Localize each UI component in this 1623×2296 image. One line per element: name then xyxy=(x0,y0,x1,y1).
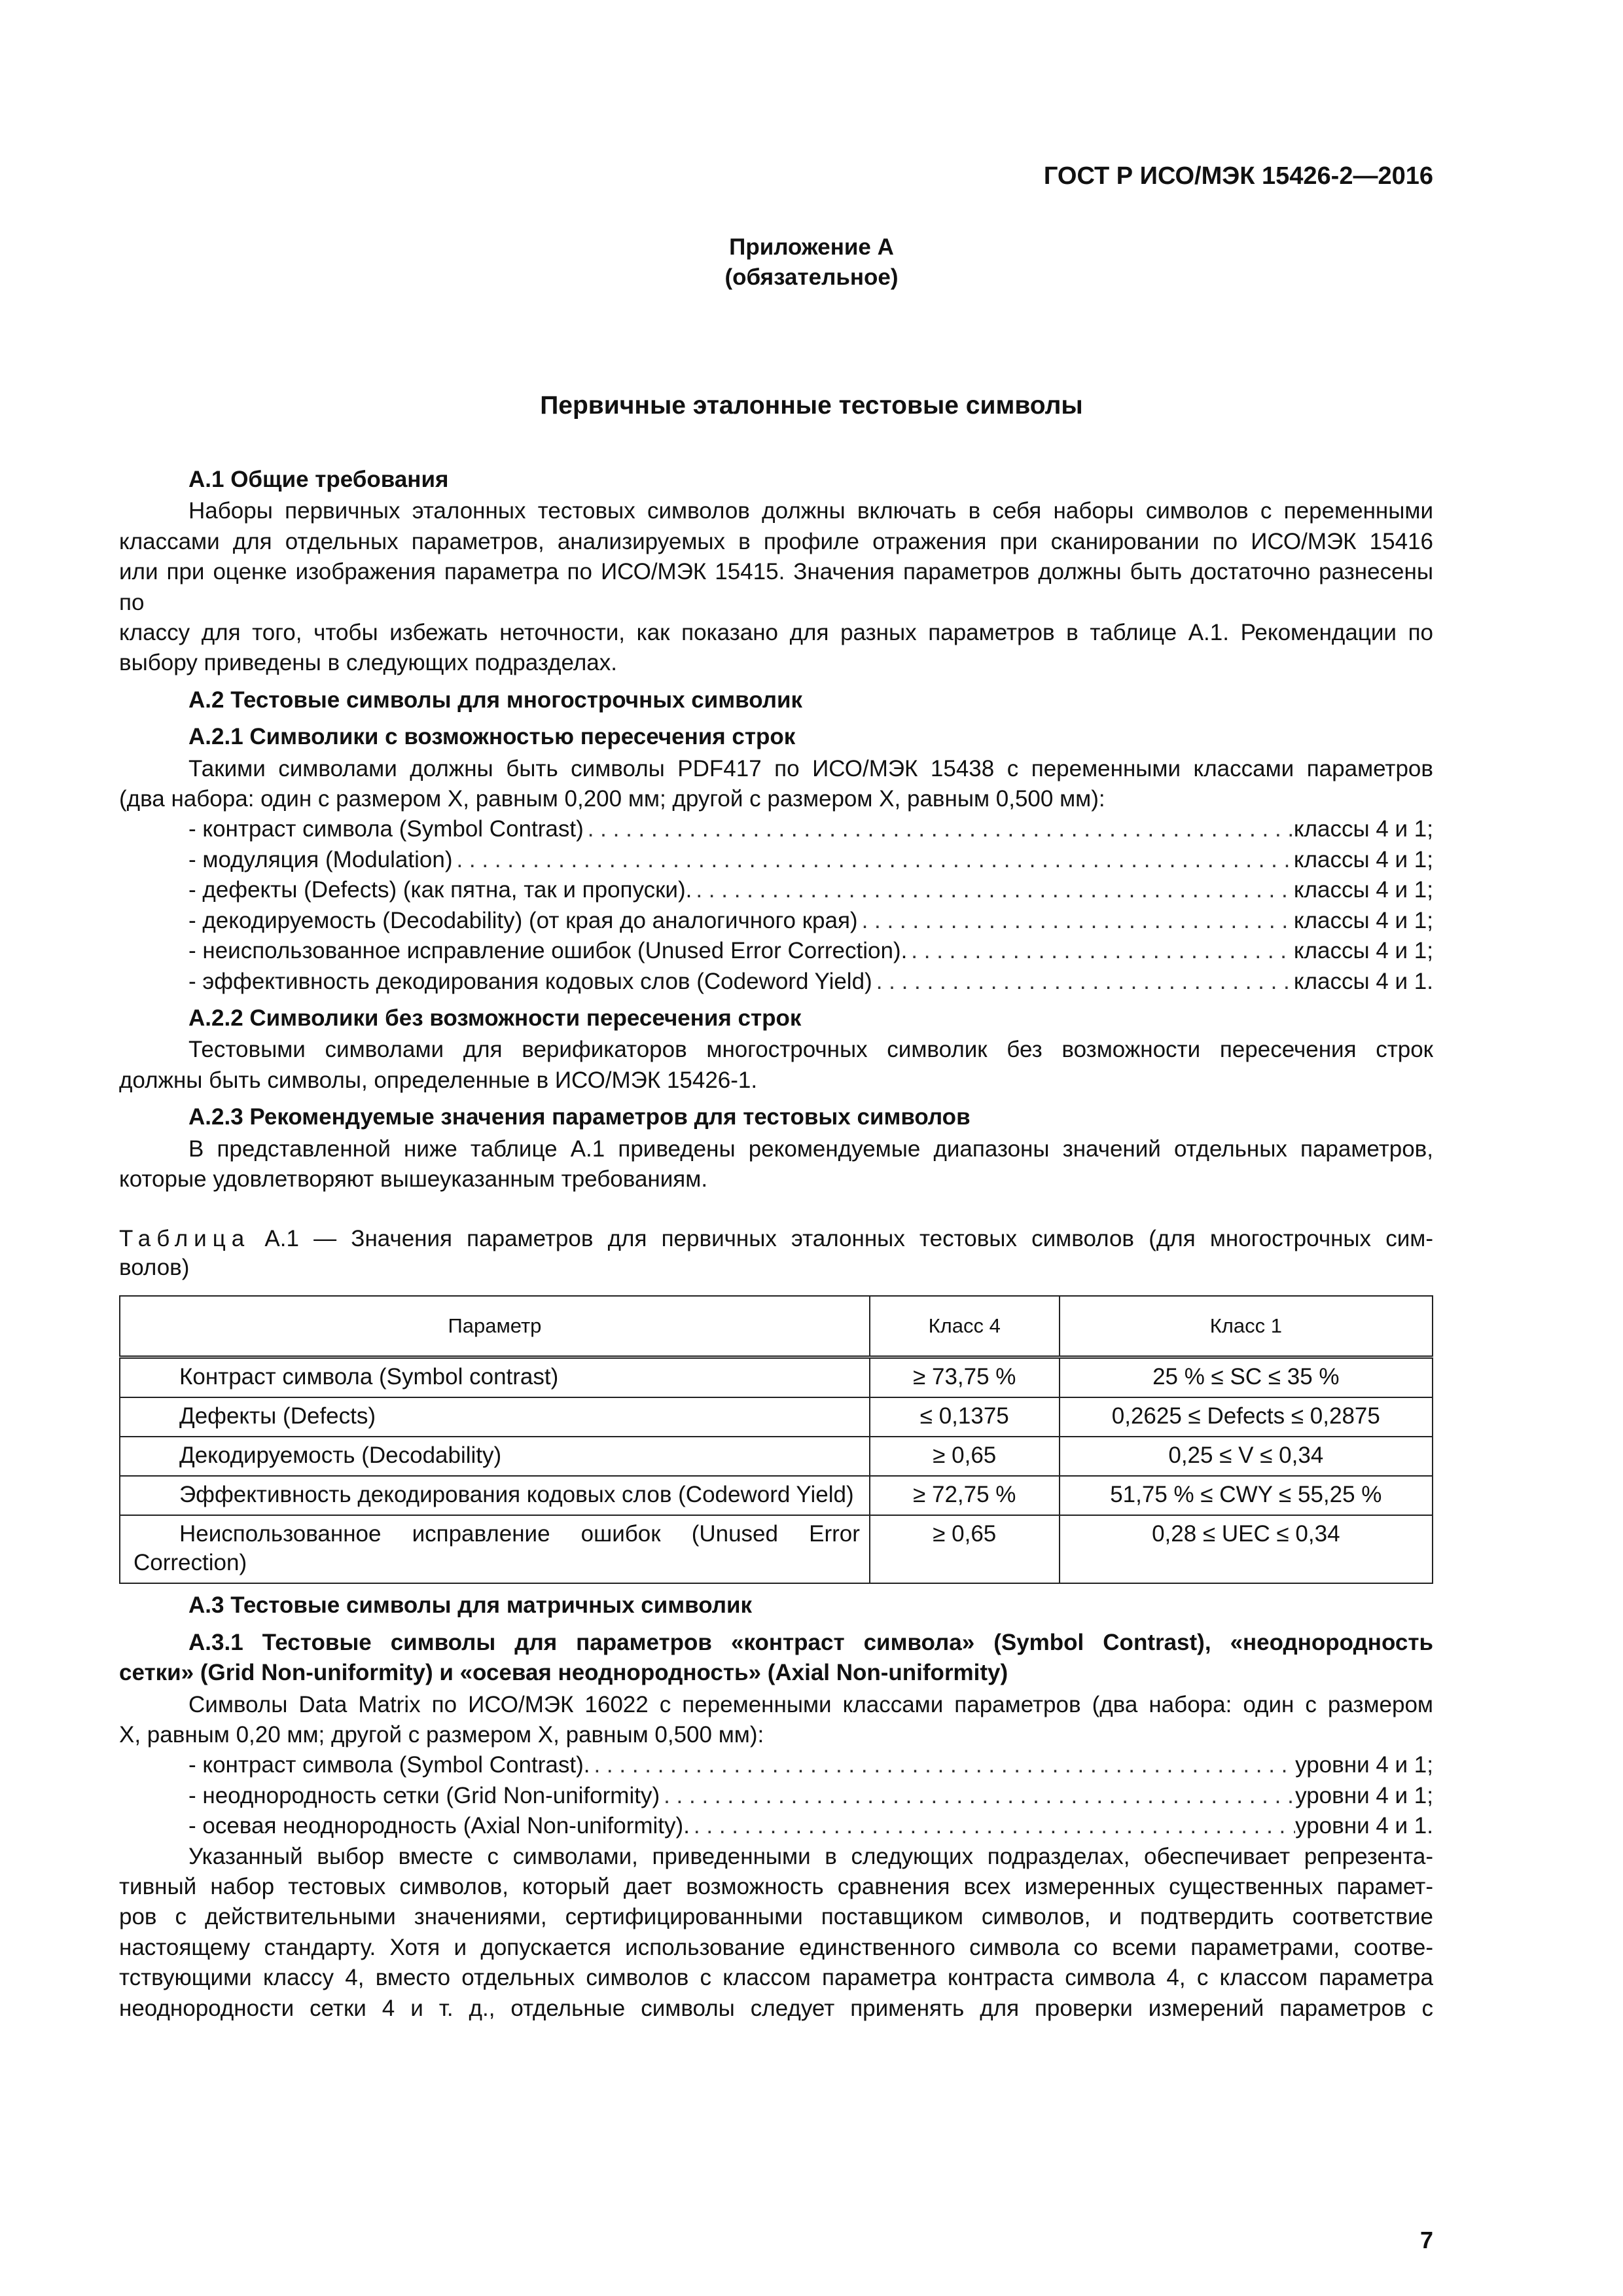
list-item-label: - контраст символа (Symbol Contrast) xyxy=(188,816,584,842)
text-line: или при оценке изображения параметра по ИСО/МЭК 15415. Значения параметров должны быть достаточно разнесены по xyxy=(119,559,1433,615)
text-line: X, равным 0,20 мм; другой с размером X, равным 0,500 мм): xyxy=(119,1721,764,1748)
heading-line: сетки» (Grid Non-uniformity) и «осевая неоднородность» (Axial Non-uniformity) xyxy=(119,1660,1008,1686)
text-line: которые удовлетворяют вышеуказанным требованиям. xyxy=(119,1166,708,1192)
paragraph-a23 xyxy=(119,1134,1433,1195)
list-item-label: - неоднородность сетки (Grid Non-uniformity) xyxy=(188,1782,660,1808)
table-cell-class4: ≥ 0,65 xyxy=(870,1515,1060,1583)
paragraph-a31 xyxy=(119,1690,1433,1751)
table-row xyxy=(120,1397,1433,1437)
table-cell-parameter: Контраст символа (Symbol contrast) xyxy=(120,1357,870,1398)
text-line: (два набора: один с размером X, равным 0,200 мм; другой с размером X, равным 0,500 мм): xyxy=(119,786,1105,812)
table-cell-class4: ≥ 0,65 xyxy=(870,1437,1060,1476)
list-item-label: - контраст символа (Symbol Contrast). xyxy=(188,1752,590,1778)
list-item-label: - осевая неоднородность (Axial Non-uniformity). xyxy=(188,1813,690,1839)
list-item-value: уровни 4 и 1. xyxy=(1295,1813,1433,1839)
annex-status: (обязательное) xyxy=(724,264,899,290)
leader-dots xyxy=(590,1750,1295,1780)
list-item-label: - неиспользованное исправление ошибок (Unused Error Correction). xyxy=(188,938,908,964)
section-heading-a3: А.3 Тестовые символы для матричных символик xyxy=(188,1592,753,1619)
list-item-value: классы 4 и 1; xyxy=(1293,907,1433,933)
section-heading-a2: А.2 Тестовые символы для многострочных символик xyxy=(188,687,803,713)
text-line: настоящему стандарту. Хотя и допускается использование единственного символа со всеми параметрами, соотве- xyxy=(119,1934,1433,1960)
text-line: классами для отдельных параметров, анализируемых в профиле отражения при сканировании по ИСО/МЭК 15416 xyxy=(119,528,1433,554)
section-heading-a21: А.2.1 Символики с возможностью пересечения строк xyxy=(188,724,796,750)
list-item-value: уровни 4 и 1; xyxy=(1295,1752,1433,1778)
list-item xyxy=(119,906,1433,936)
list-item-value: классы 4 и 1; xyxy=(1293,846,1433,872)
table-caption-label: Таблица xyxy=(119,1226,251,1252)
heading-line: А.3.1 Тестовые символы для параметров «контраст символа» (Symbol Contrast), «неоднородность xyxy=(188,1629,1433,1655)
table-cell-class1: 0,2625 ≤ Defects ≤ 0,2875 xyxy=(1060,1397,1433,1437)
list-item-value: классы 4 и 1; xyxy=(1293,938,1433,964)
text-line: выбору приведены в следующих подразделах. xyxy=(119,650,617,676)
text-line: тствующими классу 4, вместо отдельных символов с классом параметра контраста символа 4, с классом параметра xyxy=(119,1965,1433,1991)
table-cell-parameter: Дефекты (Defects) xyxy=(120,1397,870,1437)
paragraph-a1 xyxy=(119,496,1433,678)
table-cell-parameter: Декодируемость (Decodability) xyxy=(120,1437,870,1476)
leader-dots xyxy=(858,906,1294,936)
list-item xyxy=(119,936,1433,966)
text-line: Такими символами должны быть символы PDF417 по ИСО/МЭК 15438 с переменными классами параметров xyxy=(188,755,1433,781)
section-heading-a23: А.2.3 Рекомендуемые значения параметров для тестовых символов xyxy=(188,1104,971,1130)
table-header-row xyxy=(120,1296,1433,1357)
column-header-parameter: Параметр xyxy=(120,1296,870,1357)
table-row xyxy=(120,1515,1433,1583)
leader-dots xyxy=(452,845,1293,875)
table-row xyxy=(120,1357,1433,1398)
table-cell-class1: 0,28 ≤ UEC ≤ 0,34 xyxy=(1060,1515,1433,1583)
table-caption-text: А.1 — Значения параметров для первичных эталонных тестовых символов (для многострочных сим- xyxy=(264,1226,1433,1252)
leader-dots xyxy=(584,814,1294,844)
table-cell-class1: 25 % ≤ SC ≤ 35 % xyxy=(1060,1357,1433,1398)
annex-title: Первичные эталонные тестовые символы xyxy=(540,391,1083,420)
leader-dots xyxy=(907,936,1294,966)
text-line: Указанный выбор вместе с символами, приведенными в следующих подразделах, обеспечивает репрезента- xyxy=(188,1843,1433,1869)
table-caption xyxy=(119,1225,1433,1282)
list-item-label: - эффективность декодирования кодовых слов (Codeword Yield) xyxy=(188,968,872,994)
leader-dots xyxy=(872,967,1294,997)
text-line: ров с действительными значениями, сертифицированными поставщиком символов, и подтвердить соответствие xyxy=(119,1904,1433,1930)
text-line: классу для того, чтобы избежать неточности, как показано для разных параметров в таблице А.1. Рекомендации по xyxy=(119,620,1433,646)
text-line: должны быть символы, определенные в ИСО/МЭК 15426-1. xyxy=(119,1067,758,1093)
table-cell-class4: ≥ 72,75 % xyxy=(870,1476,1060,1515)
body-column xyxy=(119,458,1433,2024)
table-cell-class1: 0,25 ≤ V ≤ 0,34 xyxy=(1060,1437,1433,1476)
table-cell-class4: ≥ 73,75 % xyxy=(870,1357,1060,1398)
paragraph-a22 xyxy=(119,1035,1433,1096)
leader-dots xyxy=(692,875,1294,905)
paragraph-a31-selection xyxy=(119,1842,1433,2024)
document-id-header: ГОСТ Р ИСО/МЭК 15426-2—2016 xyxy=(1043,162,1433,190)
leader-dots xyxy=(660,1781,1295,1811)
text-line: Наборы первичных эталонных тестовых символов должны включать в себя наборы символов с переменными xyxy=(188,498,1433,524)
text-line: неоднородности сетки 4 и т. д., отдельные символы следует применять для проверки измерений параметров с xyxy=(119,1995,1433,2021)
table-row xyxy=(120,1437,1433,1476)
list-item-value: классы 4 и 1; xyxy=(1293,877,1433,903)
list-item-value: уровни 4 и 1; xyxy=(1295,1782,1433,1808)
list-item xyxy=(119,814,1433,844)
list-item-label: - модуляция (Modulation) xyxy=(188,846,453,872)
table-row xyxy=(120,1476,1433,1515)
text-line: тивный набор тестовых символов, который дает возможность сравнения всех измеренных существенных парамет- xyxy=(119,1874,1433,1899)
table-caption-text-continued: волов) xyxy=(119,1255,190,1281)
table-cell-class1: 51,75 % ≤ CWY ≤ 55,25 % xyxy=(1060,1476,1433,1515)
leader-dots xyxy=(690,1811,1295,1841)
annex-name: Приложение А xyxy=(729,234,894,260)
page-number: 7 xyxy=(1419,2227,1433,2253)
section-heading-a1: А.1 Общие требования xyxy=(188,467,449,492)
table-cell-parameter: Неиспользованное исправление ошибок (Unused Error Correction) xyxy=(120,1515,870,1583)
text-line: В представленной ниже таблице А.1 приведены рекомендуемые диапазоны значений отдельных параметров, xyxy=(188,1136,1433,1162)
section-heading-a22: А.2.2 Символики без возможности пересечения строк xyxy=(188,1005,802,1031)
list-item xyxy=(119,1811,1433,1841)
parameters-table xyxy=(119,1295,1433,1584)
text-line: Тестовыми символами для верификаторов многострочных символик без возможности пересечения строк xyxy=(188,1037,1433,1063)
list-item-label: - декодируемость (Decodability) (от края до аналогичного края) xyxy=(188,907,858,933)
list-item-value: классы 4 и 1; xyxy=(1293,816,1433,842)
column-header-class1: Класс 1 xyxy=(1060,1296,1433,1357)
list-item xyxy=(119,1750,1433,1780)
section-heading-a31 xyxy=(119,1628,1433,1689)
list-item-value: классы 4 и 1. xyxy=(1293,968,1433,994)
paragraph-a21 xyxy=(119,754,1433,815)
text-line: Символы Data Matrix по ИСО/МЭК 16022 с переменными классами параметров (два набора: один с размером xyxy=(188,1691,1433,1717)
column-header-class4: Класс 4 xyxy=(870,1296,1060,1357)
list-item xyxy=(119,845,1433,875)
table-cell-parameter: Эффективность декодирования кодовых слов (Codeword Yield) xyxy=(120,1476,870,1515)
list-item-label: - дефекты (Defects) (как пятна, так и пропуски). xyxy=(188,877,692,903)
list-item xyxy=(119,875,1433,905)
table-cell-class4: ≤ 0,1375 xyxy=(870,1397,1060,1437)
list-item xyxy=(119,1781,1433,1811)
list-item xyxy=(119,967,1433,997)
